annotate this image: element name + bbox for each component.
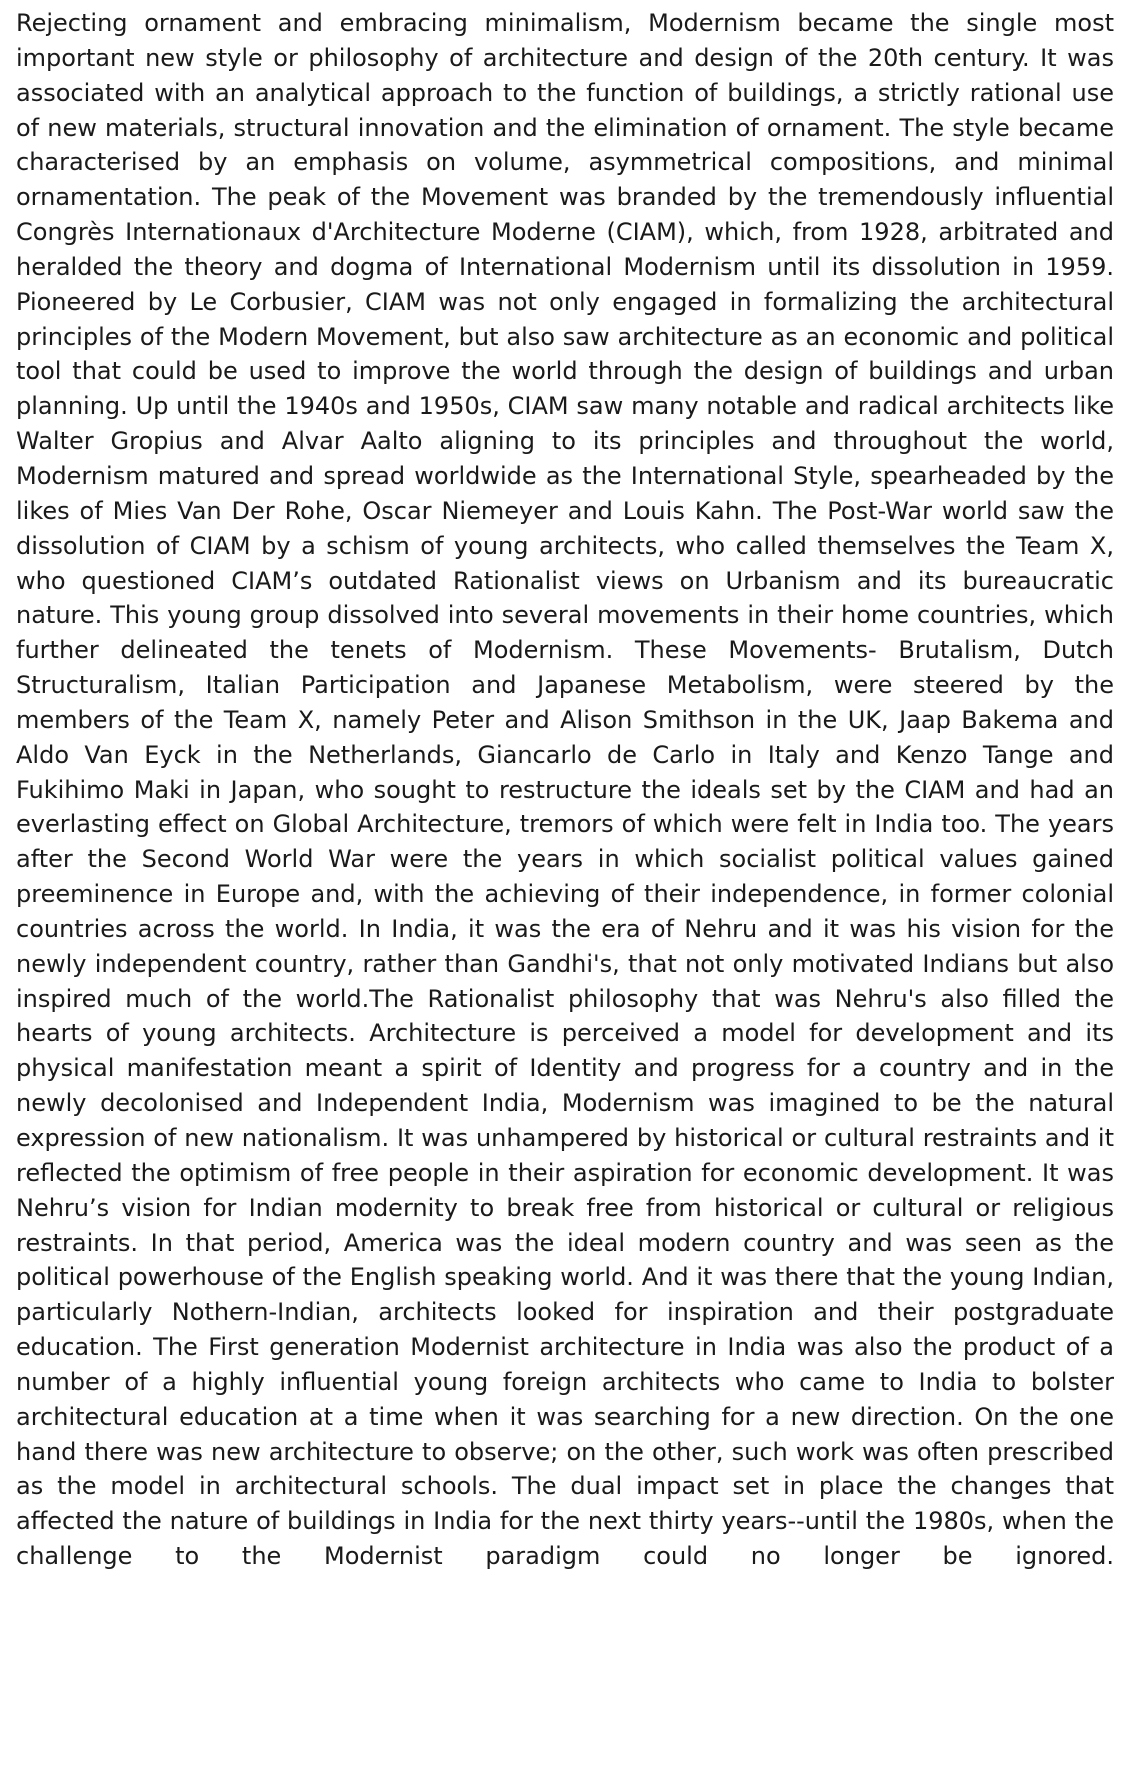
body-paragraph: Rejecting ornament and embracing minimalism, Modernism became the single most important new style or philosophy of architecture and design of the 20th century. It was associated with an analytical approach to the function of buildings, a strictly rational use of new materials, structural innovation and the elimination of ornament. The style became characterised by an emphasis on volume, asymmetrical compositions, and minimal ornamentation. The peak of the Movement was branded by the tremendously influential Congrès Internationaux d'Architecture Moderne (CIAM), which, from 1928, arbitrated and heralded the theory and dogma of International Modernism until its dissolution in 1959. Pioneered by Le Corbusier, CIAM was not only engaged in formalizing the architectural principles of the Modern Movement, but also saw architecture as an economic and political tool that could be used to improve the world through the design of buildings and urban planning. Up until the 1940s and 1950s, CIAM saw many notable and radical architects like Walter Gropius and Alvar Aalto aligning to its principles and throughout the world, Modernism matured and spread worldwide as the International Style, spearheaded by the likes of Mies Van Der Rohe, Oscar Niemeyer and Louis Kahn. The Post-War world saw the dissolution of CIAM by a schism of young architects, who called themselves the Team X, who questioned CIAM’s outdated Rationalist views on Urbanism and its bureaucratic nature. This young group dissolved into several movements in their home countries, which further delineated the tenets of Modernism. These Movements- Brutalism, Dutch Structuralism, Italian Participation and Japanese Metabolism, were steered by the members of the Team X, namely Peter and Alison Smithson in the UK, Jaap Bakema and Aldo Van Eyck in the Netherlands, Giancarlo de Carlo in Italy and Kenzo Tange and Fukihimo Maki in Japan, who sought to restructure the ideals set by the CIAM and had an everlasting effect on Global Architecture, tremors of which were felt in India too. The years after the Second World War were the years in which socialist political values gained preeminence in Europe and, with the achieving of their independence, in former colonial countries across the world. In India, it was the era of Nehru and it was his vision for the newly independent country, rather than Gandhi's, that not only motivated Indians but also inspired much of the world.The Rationalist philosophy that was Nehru's also filled the hearts of young architects. Architecture is perceived a model for development and its physical manifestation meant a spirit of Identity and progress for a country and in the newly decolonised and Independent India, Modernism was imagined to be the natural expression of new nationalism. It was unhampered by historical or cultural restraints and it reflected the optimism of free people in their aspiration for economic development. It was Nehru’s vision for Indian modernity to break free from historical or cultural or religious restraints. In that period, America was the ideal modern country and was seen as the political powerhouse of the English speaking world. And it was there that the young Indian, particularly Nothern-Indian, architects looked for inspiration and their postgraduate education. The First generation Modernist architecture in India was also the product of a number of a highly influential young foreign architects who came to India to bolster architectural education at a time when it was searching for a new direction. On the one hand there was new architecture to observe; on the other, such work was often prescribed as the model in architectural schools. The dual impact set in place the changes that affected the nature of buildings in India for the next thirty years--until the 1980s, when the challenge to the Modernist paradigm could no longer be ignored. bbox=[16, 9, 1114, 1571]
document-page bbox=[16, 6, 1114, 1776]
